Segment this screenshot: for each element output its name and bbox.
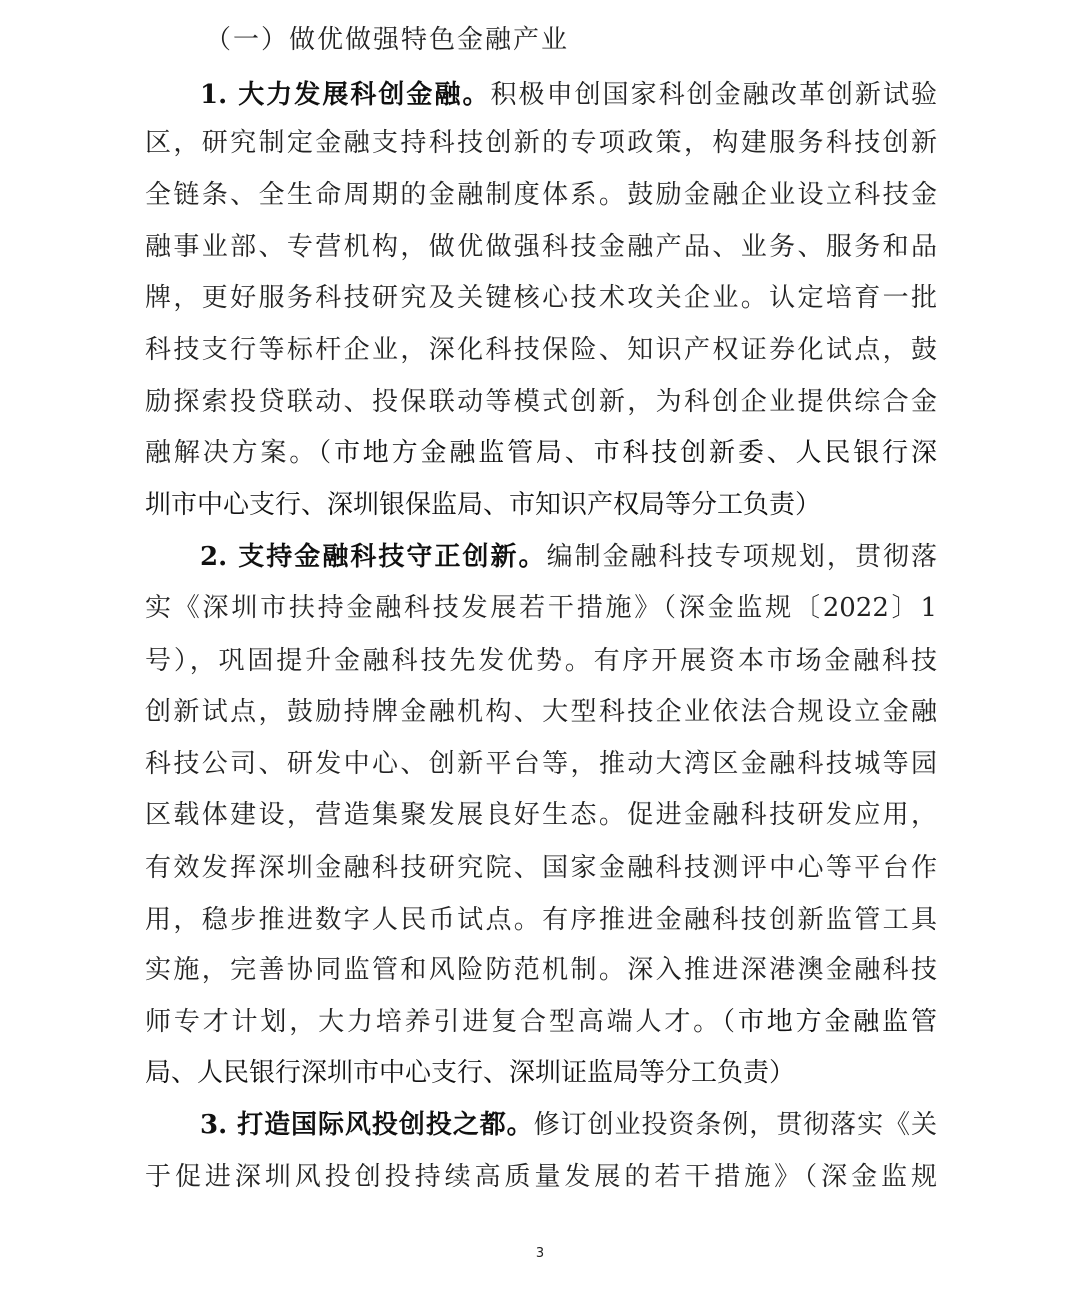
text-line (145, 1053, 937, 1093)
text-line (145, 1002, 937, 1042)
text-line (145, 175, 937, 215)
body-text: 号），巩固提升金融科技先发优势。有序开展资本市场金融科技 (145, 646, 937, 676)
body-text: 用，稳步推进数字人民币试点。有序推进金融科技创新监管工具 (145, 905, 937, 935)
item-title: 2. 支持金融科技守正创新。 (200, 542, 547, 572)
text-line (145, 692, 937, 732)
body-text: 科技支行等标杆企业，深化科技保险、知识产权证券化试点，鼓 (145, 335, 937, 365)
text-line (145, 795, 937, 835)
body-text: 实《深圳市扶持金融科技发展若干措施》（深金监规〔2022〕1 (145, 593, 937, 623)
body-text: 科技公司、研发中心、创新平台等，推动大湾区金融科技城等园 (145, 749, 937, 779)
body-text: 编制金融科技专项规划，贯彻落 (546, 542, 937, 572)
body-text: 师专才计划，大力培养引进复合型高端人才。 (145, 1007, 723, 1037)
page-number: 3 (535, 1246, 545, 1261)
text-line (145, 1157, 937, 1197)
text-line (200, 1105, 937, 1145)
text-line (145, 382, 937, 422)
body-text: 全链条、全生命周期的金融制度体系。鼓励金融企业设立科技金 (145, 180, 937, 210)
text-line (145, 278, 937, 318)
body-text: 实施，完善协同监管和风险防范机制。深入推进深港澳金融科技 (145, 955, 937, 985)
responsible-agencies: （市地方金融监管局、市科技创新委、人民银行深 (318, 438, 937, 468)
body-text: 融解决方案。 (145, 438, 319, 468)
text-line (145, 848, 937, 888)
text-line (145, 433, 937, 473)
text-line (145, 900, 937, 940)
responsible-agencies: 局、人民银行深圳市中心支行、深圳证监局等分工负责） (145, 1058, 796, 1088)
body-text: 修订创业投资条例，贯彻落实《关 (533, 1110, 937, 1140)
text-line (145, 588, 937, 628)
text-line (145, 950, 937, 990)
item-title: 3. 打造国际风投创投之都。 (200, 1110, 534, 1140)
responsible-agencies: 圳市中心支行、深圳银保监局、市知识产权局等分工负责） (145, 490, 822, 520)
responsible-agencies: （市地方金融监管 (722, 1007, 937, 1037)
text-line (145, 330, 937, 370)
text-line (200, 537, 937, 577)
body-text: 于促进深圳风投创投持续高质量发展的若干措施》（深金监规 (145, 1162, 937, 1192)
body-text: 区，研究制定金融支持科技创新的专项政策，构建服务科技创新 (145, 128, 937, 158)
text-line (145, 227, 937, 267)
body-text: 有效发挥深圳金融科技研究院、国家金融科技测评中心等平台作 (145, 853, 937, 883)
body-text: 创新试点，鼓励持牌金融机构、大型科技企业依法合规设立金融 (145, 697, 937, 727)
body-text: 融事业部、专营机构，做优做强科技金融产品、业务、服务和品 (145, 232, 937, 262)
item-title: 1. 大力发展科创金融。 (200, 80, 491, 110)
text-line (200, 75, 937, 115)
body-text: 牌，更好服务科技研究及关键核心技术攻关企业。认定培育一批 (145, 283, 937, 313)
text-line (145, 641, 937, 681)
body-text: 励探索投贷联动、投保联动等模式创新，为科创企业提供综合金 (145, 387, 937, 417)
text-line (145, 485, 937, 525)
text-line (145, 123, 937, 163)
body-text: 区载体建设，营造集聚发展良好生态。促进金融科技研发应用， (145, 800, 937, 830)
section-heading: （一）做优做强特色金融产业 (205, 25, 570, 55)
body-text: 积极申创国家科创金融改革创新试验 (490, 80, 937, 110)
text-line (145, 744, 937, 784)
